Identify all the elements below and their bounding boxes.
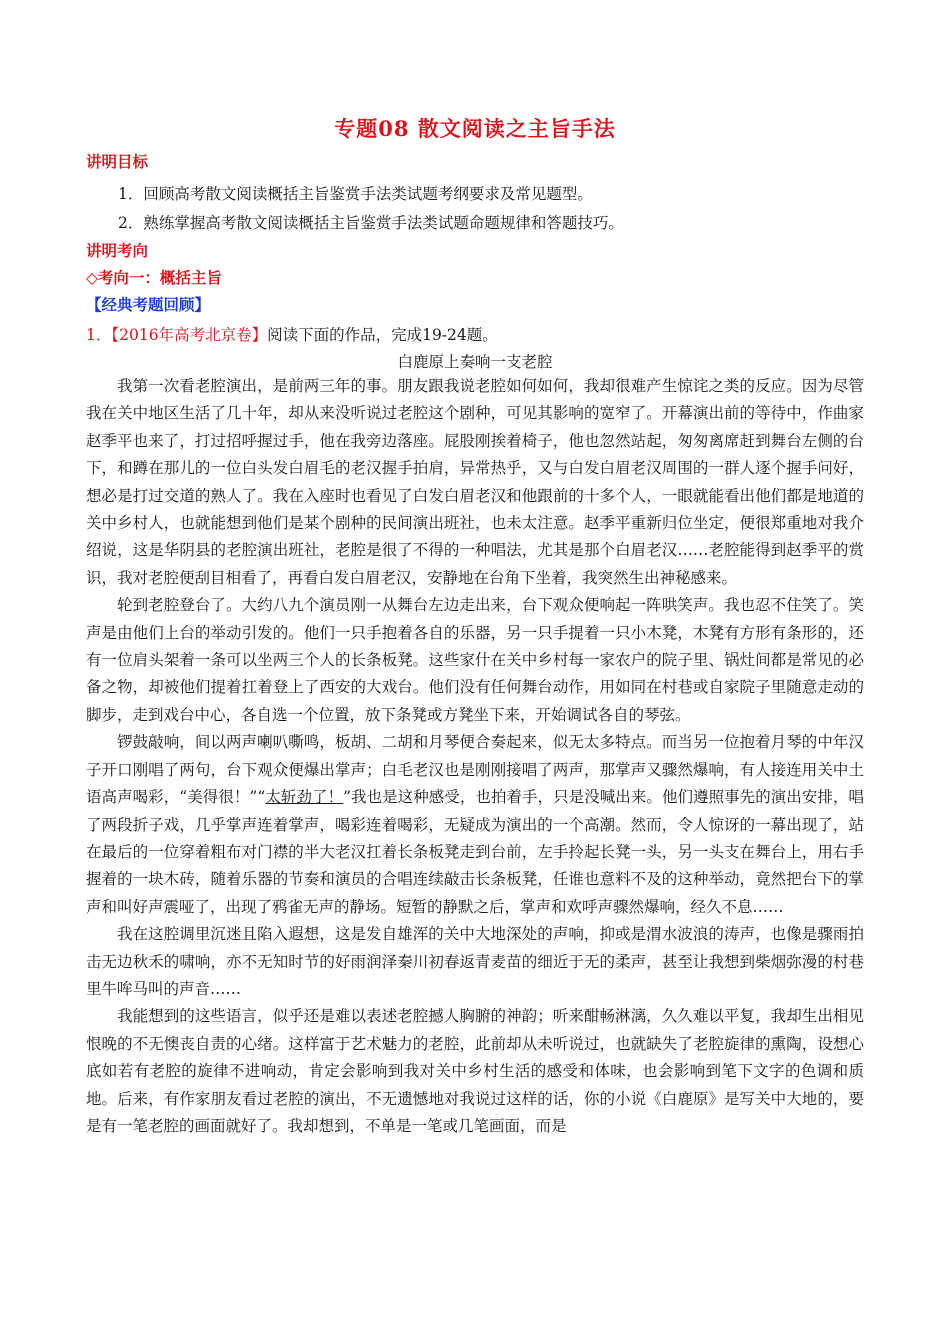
question-number: 1． xyxy=(86,326,112,344)
classic-questions-heading: 【经典考题回顾】 xyxy=(86,295,211,314)
paragraph-4: 我在这腔调里沉迷且陷入遐想，这是发自雄浑的关中大地深处的声响，抑或是渭水波浪的涛声，也像是骤雨拍击无边秋禾的啸响，亦不无知时节的好雨润泽秦川初春返青麦苗的细近于无的柔声，甚至让我想到柴烟弥漫的村巷里牛哞马叫的声音…… xyxy=(86,925,864,998)
article-body xyxy=(86,373,864,1140)
page-title: 专题08 散文阅读之主旨手法 xyxy=(334,116,616,141)
goal-item-1: 1．回顾高考散文阅读概括主旨鉴赏手法类试题考纲要求及常见题型。 xyxy=(118,185,593,203)
direction-one-heading: ◇考向一：概括主旨 xyxy=(86,268,222,287)
goal-heading: 讲明目标 xyxy=(86,152,149,171)
paragraph-3-part-1: 锣鼓敲响，间以两声喇叭嘶鸣，板胡、二胡和月琴便合奏起来，似无太多特点。而当另一位抱着月琴的中年汉子开口刚唱了两句，台下观众便爆出掌声；白毛老汉也是刚刚接唱了两声，那掌声又骤然爆响，有人接连用关中土语高声喝彩，“美得很！”“ xyxy=(86,733,864,807)
underlined-phrase: 太斩劲了！ xyxy=(265,788,344,807)
article-title: 白鹿原上奏响一支老腔 xyxy=(397,353,553,371)
paragraph-3-part-2: ”我也是这种感受，也拍着手，只是没喊出来。他们遵照事先的演出安排，唱了两段折子戏，几乎掌声连着掌声，喝彩连着喝彩，无疑成为演出的一个高潮。然而，令人惊讶的一幕出现了，站在最后的一位穿着粗布对门襟的半大老汉扛着长条板凳走到台前，左手拎起长凳一头，另一头支在舞台上，用右手握着的一块木砖，随着乐器的节奏和演员的合唱连续敲击长条板凳，任谁也意料不及的这种举动，竟然把台下的掌声和叫好声震哑了，出现了鸦雀无声的静场。短暂的静默之后，掌声和欢呼声骤然爆响，经久不息…… xyxy=(86,788,864,916)
paragraph-1: 我第一次看老腔演出，是前两三年的事。朋友跟我说老腔如何如何，我却很难产生惊诧之类的反应。因为尽管我在关中地区生活了几十年，却从来没听说过老腔这个剧种，可见其影响的宽窄了。开幕演出前的等待中，作曲家赵季平也来了，打过招呼握过手，他在我旁边落座。屁股刚挨着椅子，他也忽然站起，匆匆离席赶到舞台左侧的台下，和蹲在那儿的一位白头发白眉毛的老汉握手拍肩，异常热乎，又与白发白眉老汉周围的一群人逐个握手问好，想必是打过交道的熟人了。我在入座时也看见了白发白眉老汉和他跟前的十多个人，一眼就能看出他们都是地道的关中乡村人，也就能想到他们是某个剧种的民间演出班社，也未太注意。赵季平重新归位坐定，便很郑重地对我介绍说，这是华阴县的老腔演出班社，老腔是很了不得的一种唱法，尤其是那个白眉老汉……老腔能得到赵季平的赏识，我对老腔便刮目相看了，再看白发白眉老汉，安静地在台角下坐着，我突然生出神秘感来。 xyxy=(86,377,864,587)
question-instruction: 阅读下面的作品，完成19-24题。 xyxy=(267,326,498,344)
paragraph-3 xyxy=(86,729,864,921)
direction-heading: 讲明考向 xyxy=(86,241,149,260)
question-source: 【2016年高考北京卷】 xyxy=(111,326,268,344)
paragraph-5: 我能想到的这些语言，似乎还是难以表述老腔撼人胸腑的神韵；听来酣畅淋漓，久久难以平复，我却生出相见恨晚的不无懊丧自责的心绪。这样富于艺术魅力的老腔，此前却从未听说过，也就缺失了老腔旋律的熏陶，设想心底如若有老腔的旋律不进响动，肯定会影响到我对关中乡村生活的感受和体味，也会影响到笔下文字的色调和质地。后来，有作家朋友看过老腔的演出，不无遗憾地对我说过这样的话，你的小说《白鹿原》是写关中大地的，要是有一笔老腔的画面就好了。我却想到，不单是一笔或几笔画面，而是 xyxy=(86,1007,864,1135)
goal-item-2: 2．熟练掌握高考散文阅读概括主旨鉴赏手法类试题命题规律和答题技巧。 xyxy=(118,214,624,232)
paragraph-2: 轮到老腔登台了。大约八九个演员刚一从舞台左边走出来，台下观众便响起一阵哄笑声。我也忍不住笑了。笑声是由他们上台的举动引发的。他们一只手抱着各自的乐器，另一只手提着一只小木凳，木凳有方形有条形的，还有一位肩头架着一条可以坐两三个人的长条板凳。这些家什在关中乡村每一家农户的院子里、锅灶间都是常见的必备之物，却被他们提着扛着登上了西安的大戏台。他们没有任何舞台动作，用如同在村巷或自家院子里随意走动的脚步，走到戏台中心，各自选一个位置，放下条凳或方凳坐下来，开始调试各自的琴弦。 xyxy=(86,596,864,724)
question-line xyxy=(86,323,498,345)
